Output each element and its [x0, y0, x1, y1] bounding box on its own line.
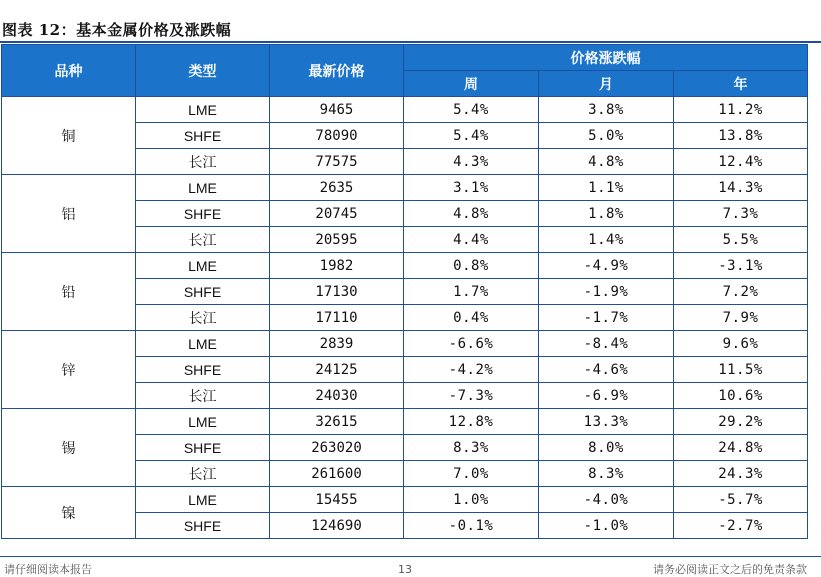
price-cell: 32615	[270, 409, 404, 435]
month-change-cell: 4.8%	[539, 149, 674, 175]
type-cell: SHFE	[136, 279, 270, 305]
week-change-cell: 1.0%	[404, 487, 539, 513]
price-cell: 15455	[270, 487, 404, 513]
year-change-cell: 5.5%	[674, 227, 808, 253]
price-cell: 78090	[270, 123, 404, 149]
year-change-cell: -3.1%	[674, 253, 808, 279]
metal-name-cell: 镍	[2, 487, 136, 539]
type-cell: SHFE	[136, 123, 270, 149]
caption-divider	[0, 41, 821, 43]
footer-page-number: 13	[398, 563, 412, 576]
type-cell: 长江	[136, 461, 270, 487]
header-metal: 品种	[2, 45, 136, 97]
month-change-cell: 8.3%	[539, 461, 674, 487]
month-change-cell: -1.7%	[539, 305, 674, 331]
month-change-cell: -1.0%	[539, 513, 674, 539]
price-cell: 1982	[270, 253, 404, 279]
year-change-cell: 9.6%	[674, 331, 808, 357]
year-change-cell: 7.9%	[674, 305, 808, 331]
year-change-cell: -5.7%	[674, 487, 808, 513]
price-cell: 2635	[270, 175, 404, 201]
type-cell: 长江	[136, 383, 270, 409]
week-change-cell: 4.3%	[404, 149, 539, 175]
price-cell: 263020	[270, 435, 404, 461]
week-change-cell: -0.1%	[404, 513, 539, 539]
week-change-cell: -6.6%	[404, 331, 539, 357]
type-cell: LME	[136, 487, 270, 513]
header-year: 年	[674, 71, 808, 97]
type-cell: SHFE	[136, 357, 270, 383]
metal-name-cell: 锌	[2, 331, 136, 409]
header-latest-price: 最新价格	[270, 45, 404, 97]
week-change-cell: 0.4%	[404, 305, 539, 331]
metal-name-cell: 铅	[2, 253, 136, 331]
table-row	[2, 331, 808, 357]
price-cell: 9465	[270, 97, 404, 123]
year-change-cell: 24.8%	[674, 435, 808, 461]
month-change-cell: 13.3%	[539, 409, 674, 435]
table-row	[2, 409, 808, 435]
week-change-cell: 7.0%	[404, 461, 539, 487]
price-cell: 20745	[270, 201, 404, 227]
type-cell: 长江	[136, 227, 270, 253]
week-change-cell: 5.4%	[404, 97, 539, 123]
type-cell: SHFE	[136, 435, 270, 461]
figure-caption: 图表 12：基本金属价格及涨跌幅	[2, 21, 232, 39]
type-cell: LME	[136, 97, 270, 123]
week-change-cell: 8.3%	[404, 435, 539, 461]
type-cell: LME	[136, 409, 270, 435]
month-change-cell: -4.9%	[539, 253, 674, 279]
price-cell: 77575	[270, 149, 404, 175]
month-change-cell: 3.8%	[539, 97, 674, 123]
header-week: 周	[404, 71, 539, 97]
week-change-cell: -4.2%	[404, 357, 539, 383]
week-change-cell: 1.7%	[404, 279, 539, 305]
year-change-cell: 29.2%	[674, 409, 808, 435]
year-change-cell: 7.2%	[674, 279, 808, 305]
week-change-cell: -7.3%	[404, 383, 539, 409]
metal-price-table	[1, 44, 808, 539]
footer-left-text: 请仔细阅读本报告	[4, 563, 92, 576]
week-change-cell: 4.4%	[404, 227, 539, 253]
year-change-cell: 24.3%	[674, 461, 808, 487]
table-row	[2, 175, 808, 201]
week-change-cell: 3.1%	[404, 175, 539, 201]
year-change-cell: 7.3%	[674, 201, 808, 227]
month-change-cell: -6.9%	[539, 383, 674, 409]
month-change-cell: -4.6%	[539, 357, 674, 383]
footer-disclaimer: 请务必阅读正文之后的免责条款	[653, 563, 807, 576]
month-change-cell: 1.4%	[539, 227, 674, 253]
month-change-cell: -1.9%	[539, 279, 674, 305]
metal-name-cell: 锡	[2, 409, 136, 487]
header-change-group: 价格涨跌幅	[404, 45, 808, 71]
month-change-cell: 1.1%	[539, 175, 674, 201]
price-cell: 24030	[270, 383, 404, 409]
header-type: 类型	[136, 45, 270, 97]
footer-divider	[0, 556, 821, 557]
price-cell: 261600	[270, 461, 404, 487]
price-cell: 20595	[270, 227, 404, 253]
year-change-cell: 13.8%	[674, 123, 808, 149]
type-cell: 长江	[136, 149, 270, 175]
price-cell: 17130	[270, 279, 404, 305]
type-cell: LME	[136, 175, 270, 201]
type-cell: SHFE	[136, 513, 270, 539]
year-change-cell: 14.3%	[674, 175, 808, 201]
year-change-cell: 11.5%	[674, 357, 808, 383]
year-change-cell: 11.2%	[674, 97, 808, 123]
type-cell: SHFE	[136, 201, 270, 227]
price-cell: 17110	[270, 305, 404, 331]
table-row	[2, 487, 808, 513]
year-change-cell: -2.7%	[674, 513, 808, 539]
table-row	[2, 97, 808, 123]
type-cell: LME	[136, 331, 270, 357]
price-cell: 2839	[270, 331, 404, 357]
type-cell: 长江	[136, 305, 270, 331]
week-change-cell: 0.8%	[404, 253, 539, 279]
table-body	[2, 97, 808, 539]
month-change-cell: 8.0%	[539, 435, 674, 461]
year-change-cell: 10.6%	[674, 383, 808, 409]
price-cell: 24125	[270, 357, 404, 383]
month-change-cell: 1.8%	[539, 201, 674, 227]
month-change-cell: 5.0%	[539, 123, 674, 149]
metal-name-cell: 铜	[2, 97, 136, 175]
month-change-cell: -4.0%	[539, 487, 674, 513]
week-change-cell: 5.4%	[404, 123, 539, 149]
header-month: 月	[539, 71, 674, 97]
type-cell: LME	[136, 253, 270, 279]
price-cell: 124690	[270, 513, 404, 539]
month-change-cell: -8.4%	[539, 331, 674, 357]
week-change-cell: 12.8%	[404, 409, 539, 435]
week-change-cell: 4.8%	[404, 201, 539, 227]
year-change-cell: 12.4%	[674, 149, 808, 175]
table-row	[2, 253, 808, 279]
metal-name-cell: 铝	[2, 175, 136, 253]
